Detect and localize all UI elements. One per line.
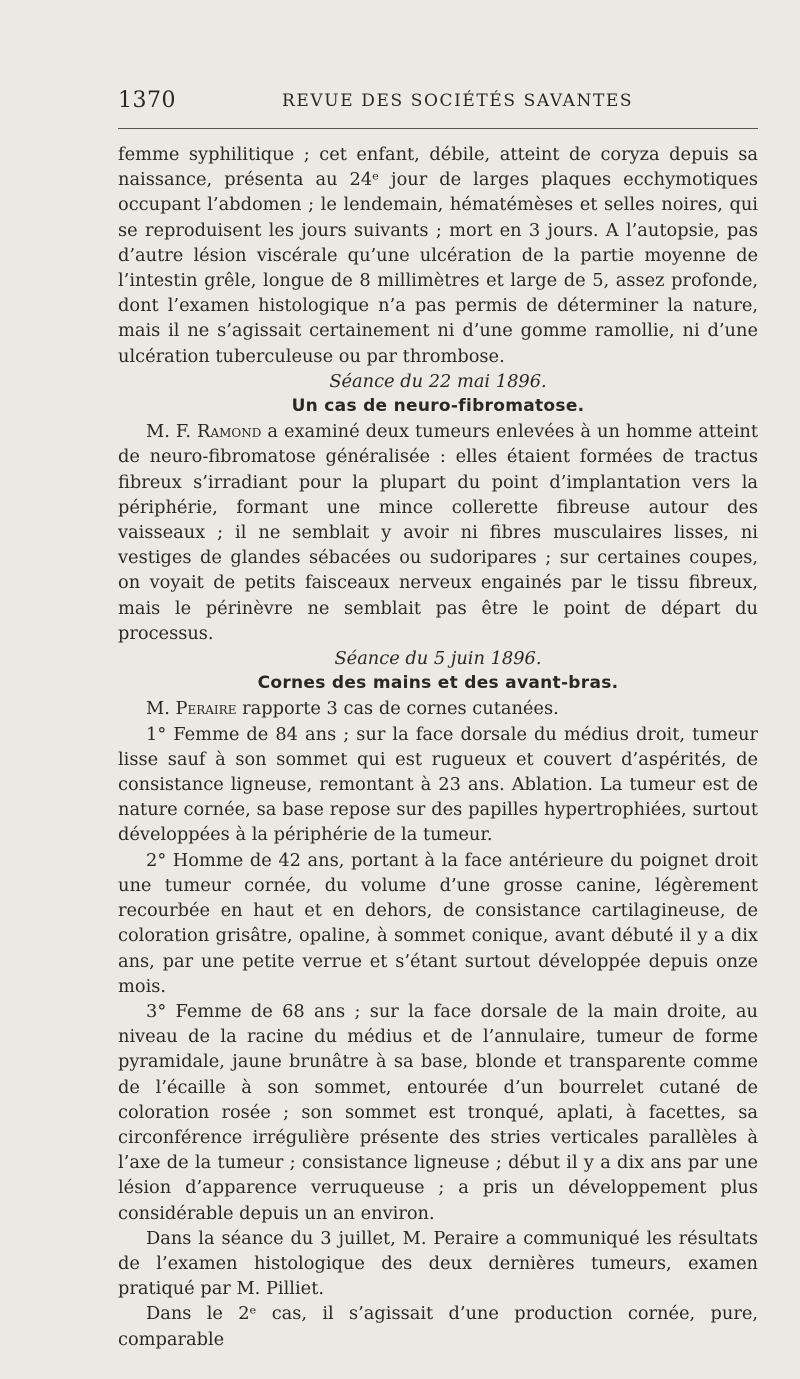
paragraph-case-3: 3° Femme de 68 ans ; sur la face dorsale de la main droite, au niveau de la racine du médius et de l’annulaire, tumeur de forme pyramidale, jaune brunâtre à sa base, blonde et transparente comme de l’écaille à son sommet, entourée d’un bourrelet cutané de coloration rosée ; son sommet est tronqué, aplati, à facettes, sa circonférence irrégulière présente des stries verticales parallèles à l’axe de la tumeur ; consistance ligneuse ; début il y a dix ans par une lésion d’apparence verruqueuse ; a pris un développement plus considérable depuis un an environ. — [118, 1000, 758, 1224]
paragraph-intro: femme syphilitique ; cet enfant, débile, atteint de coryza depuis sa naissance, présenta au 24ᵉ jour de larges plaques ecchymotiques occupant l’abdomen ; le lendemain, hématémèses et selles noires, qui se reproduisent les jours suivants ; mort en 3 jours. A l’autopsie, pas d’autre lésion viscérale qu’une ulcération de la partie moyenne de l’intestin grêle, longue de 8 millimètres et large de 5, assez profonde, dont l’examen histologique n’a pas permis de déterminer la nature, mais il ne s’agissait certainement ni d’une gomme ramollie, ni d’une ulcération tuberculeuse ou par thrombose. — [118, 144, 758, 367]
seance-date-2: Séance du 5 juin 1896. — [334, 648, 542, 670]
running-title: REVUE DES SOCIÉTÉS SAVANTES — [282, 91, 634, 111]
paragraph-followup: Dans la séance du 3 juillet, M. Peraire a communiqué les résultats de l’examen histologique des deux dernières tumeurs, examen pratiqué par M. Pilliet. — [118, 1227, 758, 1300]
paragraph-case-1: 1° Femme de 84 ans ; sur la face dorsale du médius droit, tumeur lisse sauf à son sommet qui est rugueux et couvert d’aspérités, de consistance ligneuse, remontant à 23 ans. Ablation. La tumeur est de nature cornée, sa base repose sur des papilles hypertrophiées, surtout développées à la périphérie de la tumeur. — [118, 723, 758, 846]
paragraph-ramond — [118, 419, 758, 646]
peraire-intro-text: rapporte 3 cas de cornes cutanées. — [236, 698, 559, 720]
author-ramond: M. F. Ramond — [146, 421, 262, 443]
page-header — [118, 88, 758, 118]
section-title-cornes: Cornes des mains et des avant-bras. — [257, 673, 619, 694]
paragraph-peraire-intro — [118, 696, 758, 721]
ramond-text: a examiné deux tumeurs enlevées à un homme atteint de neuro-fibromatose généralisée : elles étaient formées de tractus fibreux s’irradiant pour la plupart du point d’implantation vers la périphérie, formant une mince collerette fibreuse autour des vaisseaux ; il ne semblait y avoir ni fibres musculaires lisses, ni vestiges de glandes sébacées ou sudoripares ; sur certaines coupes, on voyait de petits faisceaux nerveux engainés par le tissu fibreux, mais le périnèvre ne semblait pas être le point de départ du processus. — [118, 421, 758, 644]
author-peraire: M. Peraire — [146, 698, 237, 720]
header-rule — [118, 128, 758, 129]
page-number: 1370 — [118, 88, 176, 113]
seance-date-1: Séance du 22 mai 1896. — [329, 370, 547, 392]
paragraph-last-line: Dans le 2ᵉ cas, il s’agissait d’une production cornée, pure, comparable — [118, 1303, 758, 1350]
paragraph-case-2: 2° Homme de 42 ans, portant à la face antérieure du poignet droit une tumeur cornée, du volume d’une grosse canine, légèrement recourbée en haut et en dehors, de consistance cartilagineuse, de coloration grisâtre, opaline, à sommet conique, avant débuté il y a dix ans, par une petite verrue et s’étant surtout développée depuis onze mois. — [118, 849, 758, 997]
text-body — [118, 142, 758, 1352]
section-title-neurofibromatose: Un cas de neuro-fibromatose. — [291, 396, 585, 417]
